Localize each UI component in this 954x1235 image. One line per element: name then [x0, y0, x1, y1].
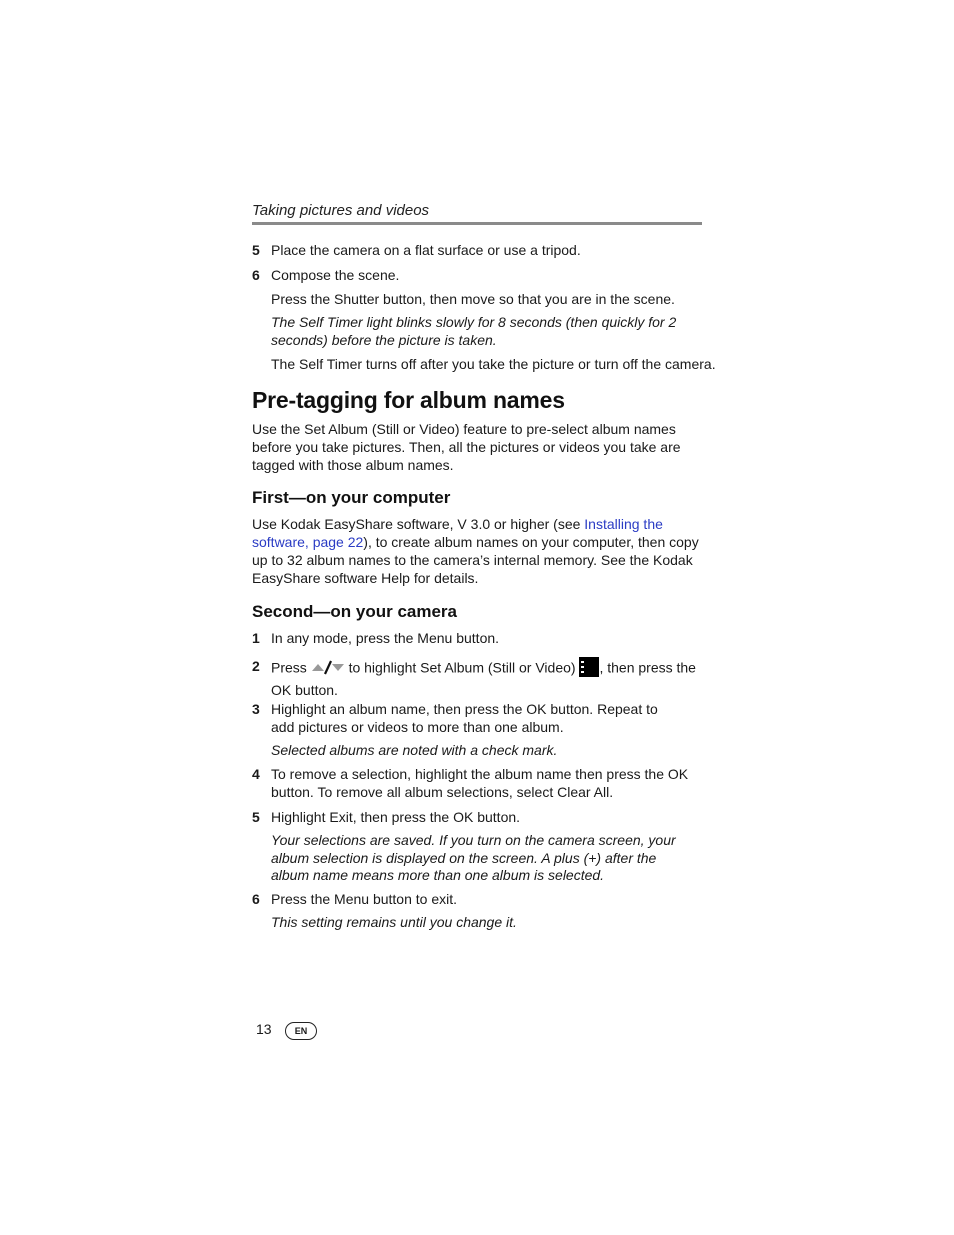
subsection-title: First—on your computer — [252, 488, 451, 507]
step-text: In any mode, press the Menu button. — [271, 630, 500, 646]
step-detail: The Self Timer turns off after you take the picture or turn off the camera. — [271, 356, 716, 372]
section-intro: Use the Set Album (Still or Video) feature to pre-select album names before you take pictures. Then, all the pictures or videos you take are tagged with those album names. — [252, 421, 681, 473]
first-paragraph — [252, 515, 702, 587]
step-number: 4 — [252, 766, 260, 782]
step-note: Selected albums are noted with a check mark. — [271, 742, 558, 758]
step-note: This setting remains until you change it. — [271, 914, 517, 930]
step-note: Your selections are saved. If you turn on the camera screen, your album selection is displayed on the screen. A plus (+) after the album name means more than one album is selected. — [271, 832, 676, 883]
step-number: 1 — [252, 630, 260, 646]
subsection-title: Second—on your camera — [252, 602, 458, 621]
step-detail: Press the Shutter button, then move so that you are in the scene. — [271, 291, 675, 307]
page-number: 13 — [256, 1021, 272, 1037]
step-number: 3 — [252, 701, 260, 717]
running-header: Taking pictures and videos — [252, 202, 430, 219]
step-number: 6 — [252, 267, 260, 283]
set-album-icon — [579, 657, 599, 681]
installing-software-link[interactable]: Installing the software, page 22 — [252, 516, 663, 550]
step-text: Highlight an album name, then press the OK button. Repeat to add pictures or videos to more than one album. — [271, 701, 658, 735]
header-rule — [252, 222, 702, 225]
step-text: Highlight Exit, then press the OK button. — [271, 809, 521, 825]
first-text-a: Use Kodak EasyShare software, V 3.0 or higher (see — [252, 516, 585, 532]
step-text: Place the camera on a flat surface or use a tripod. — [271, 242, 581, 258]
language-badge: EN — [285, 1022, 317, 1040]
step-number: 5 — [252, 809, 260, 825]
step2-text-c: , then press the OK button. — [271, 659, 696, 698]
step-number: 2 — [252, 658, 260, 674]
step-text: Press the Menu button to exit. — [271, 891, 457, 907]
step-number: 6 — [252, 891, 260, 907]
step-text: Compose the scene. — [271, 267, 400, 283]
step2-text-a: Press — [271, 659, 307, 676]
first-text-b: ), to create album names on your computer, then copy up to 32 album names to the camera’s internal memory. See the Kodak EasyShare software Help for details. — [252, 534, 699, 586]
step-note: The Self Timer light blinks slowly for 8 seconds (then quickly for 2 seconds) before the picture is taken. — [271, 314, 677, 348]
up-down-arrow-icon — [311, 659, 345, 679]
step2-text-b: to highlight Set Album (Still or Video) — [348, 659, 576, 676]
step-number: 5 — [252, 242, 260, 258]
step-text: To remove a selection, highlight the album name then press the OK button. To remove all album selections, select Clear All. — [271, 766, 689, 800]
step-text — [271, 657, 703, 699]
section-title: Pre-tagging for album names — [252, 387, 565, 413]
